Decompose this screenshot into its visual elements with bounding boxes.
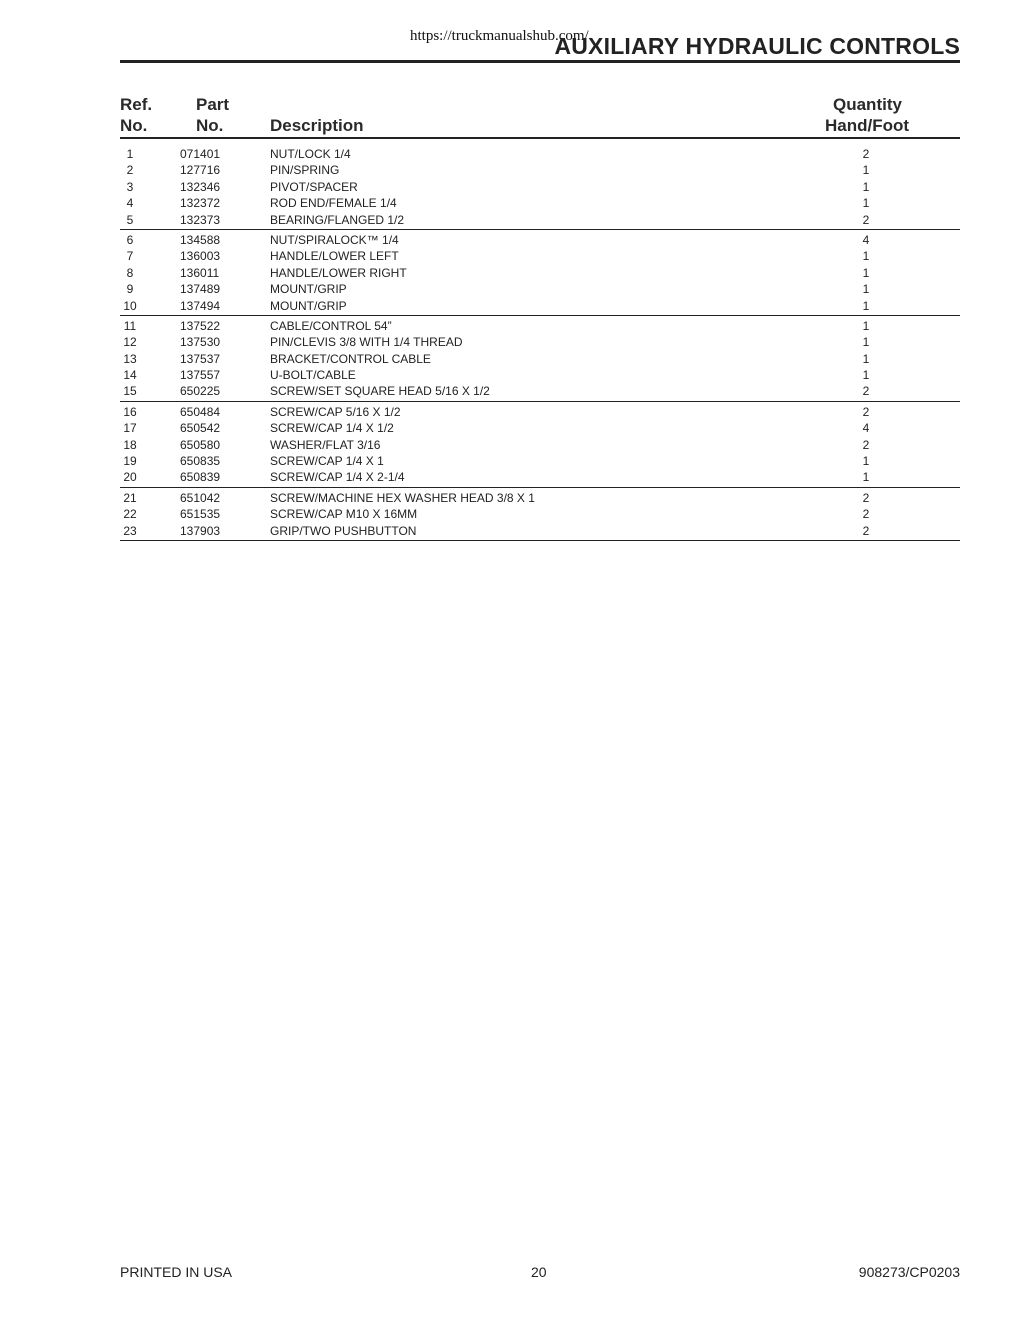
quantity-cell: 1 [862,196,870,211]
description-cell: WASHER/FLAT 3/16 [270,437,381,452]
ref-cell: 14 [123,368,137,383]
part-number-cell: 136011 [180,265,220,280]
quantity-cell: 2 [862,523,870,538]
part-number-cell: 132372 [180,196,221,211]
quantity-cell: 1 [862,470,870,485]
quantity-cell: 1 [862,282,870,297]
table-row [120,523,960,539]
header-ref-line2: No. [120,116,148,135]
description-cell: PIN/SPRING [270,163,340,178]
quantity-cell: 1 [862,163,870,178]
quantity-cell: 1 [862,318,870,333]
quantity-cell: 2 [862,404,870,419]
quantity-cell: 1 [862,298,870,313]
description-cell: SCREW/CAP 1/4 X 1 [270,454,384,469]
quantity-cell: 1 [862,351,870,366]
part-number-cell: 137494 [180,298,221,313]
table-row [120,179,960,195]
part-number-cell: 136003 [180,249,221,264]
parts-table [120,146,960,543]
part-number-cell: 651042 [180,490,221,505]
ref-cell: 12 [123,335,137,350]
header-qty-line2: Hand/Foot [825,116,910,135]
header-qty-line1: Quantity [833,95,902,114]
table-row [120,469,960,485]
quantity-cell: 1 [862,179,870,194]
footer-doc-code: 908273/CP0203 [858,1264,960,1280]
quantity-cell: 1 [862,454,870,469]
quantity-cell: 2 [862,147,870,161]
ref-cell: 10 [123,298,137,313]
footer-page-number: 20 [531,1264,547,1280]
part-number-cell: 127716 [180,163,221,178]
ref-cell: 16 [123,404,137,419]
table-row [120,367,960,383]
ref-cell: 19 [123,454,137,469]
watermark-url: https://truckmanualshub.com/ [410,28,589,44]
page-title: AUXILIARY HYDRAULIC CONTROLS [554,33,960,59]
part-number-cell: 650580 [180,437,221,452]
ref-cell: 2 [126,163,134,178]
part-number-cell: 137537 [180,351,221,366]
table-row [120,420,960,436]
table-row [120,248,960,264]
header-ref-line1: Ref. [120,95,153,114]
part-number-cell: 137530 [180,335,221,350]
part-number-cell: 137489 [180,282,221,297]
description-cell: SCREW/CAP 5/16 X 1/2 [270,404,401,419]
table-row [120,265,960,281]
ref-cell: 23 [123,523,137,538]
ref-cell: 22 [123,507,137,522]
ref-cell: 3 [126,179,134,194]
part-number-cell: 137522 [180,318,221,333]
table-row [120,453,960,469]
part-number-cell: 137903 [180,523,221,538]
part-number-cell: 132346 [180,179,221,194]
parts-group [120,232,960,316]
part-number-cell: 134588 [180,232,221,247]
description-cell: SCREW/SET SQUARE HEAD 5/16 X 1/2 [270,384,490,399]
table-row [120,490,960,506]
parts-group [120,404,960,488]
part-number-cell: 650484 [180,404,221,419]
parts-group [120,146,960,230]
table-row [120,232,960,248]
ref-cell: 8 [126,265,134,280]
description-cell: NUT/LOCK 1/4 [270,147,351,161]
part-number-cell: 650839 [180,470,221,485]
parts-group [120,490,960,541]
footer-printed: PRINTED IN USA [120,1264,233,1280]
table-row [120,146,960,162]
header-part-line2: No. [196,116,224,135]
ref-cell: 11 [123,318,137,333]
parts-group [120,318,960,402]
part-number-cell: 132373 [180,212,221,227]
table-row [120,212,960,228]
quantity-cell: 1 [862,249,870,264]
quantity-cell: 1 [862,368,870,383]
quantity-cell: 2 [862,212,870,227]
ref-cell: 21 [123,490,137,505]
description-cell: BRACKET/CONTROL CABLE [270,351,431,366]
description-cell: MOUNT/GRIP [270,282,347,297]
ref-cell: 6 [126,232,134,247]
table-row [120,351,960,367]
ref-cell: 18 [123,437,137,452]
description-cell: BEARING/FLANGED 1/2 [270,212,405,227]
description-cell: HANDLE/LOWER RIGHT [270,265,407,280]
description-cell: U-BOLT/CABLE [270,368,356,383]
quantity-cell: 4 [862,232,870,247]
table-row [120,506,960,522]
ref-cell: 17 [123,421,137,436]
part-number-cell: 137557 [180,368,221,383]
part-number-cell: 650225 [180,384,221,399]
description-cell: SCREW/CAP M10 X 16MM [270,507,418,522]
quantity-cell: 2 [862,437,870,452]
description-cell: GRIP/TWO PUSHBUTTON [270,523,417,538]
quantity-cell: 4 [862,421,870,436]
table-row [120,334,960,350]
table-row [120,298,960,314]
ref-cell: 4 [126,196,134,211]
part-number-cell: 650542 [180,421,221,436]
part-number-cell: 651535 [180,507,221,522]
ref-cell: 5 [126,212,134,227]
table-row [120,318,960,334]
description-cell: SCREW/CAP 1/4 X 1/2 [270,421,394,436]
header-rule [120,137,960,139]
quantity-cell: 2 [862,490,870,505]
quantity-cell: 1 [862,265,870,280]
part-number-cell: 071401 [180,147,221,161]
description-cell: SCREW/MACHINE HEX WASHER HEAD 3/8 X 1 [270,490,535,505]
description-cell: ROD END/FEMALE 1/4 [270,196,397,211]
header-part-line1: Part [196,95,230,114]
description-cell: PIVOT/SPACER [270,179,358,194]
ref-cell: 9 [126,282,134,297]
description-cell: CABLE/CONTROL 54” [270,318,392,333]
ref-cell: 20 [123,470,137,485]
description-cell: SCREW/CAP 1/4 X 2-1/4 [270,470,405,485]
header-description: Description [270,116,364,135]
table-row [120,437,960,453]
table-row [120,404,960,420]
description-cell: PIN/CLEVIS 3/8 WITH 1/4 THREAD [270,335,463,350]
ref-cell: 13 [123,351,137,366]
description-cell: HANDLE/LOWER LEFT [270,249,399,264]
quantity-cell: 2 [862,507,870,522]
quantity-cell: 1 [862,335,870,350]
description-cell: NUT/SPIRALOCK™ 1/4 [270,232,399,247]
part-number-cell: 650835 [180,454,221,469]
table-row [120,195,960,211]
table-row [120,281,960,297]
title-rule [120,60,960,63]
description-cell: MOUNT/GRIP [270,298,347,313]
ref-cell: 7 [126,249,134,264]
table-row [120,383,960,399]
ref-cell: 15 [123,384,137,399]
table-row [120,162,960,178]
quantity-cell: 2 [862,384,870,399]
ref-cell: 1 [126,147,134,161]
